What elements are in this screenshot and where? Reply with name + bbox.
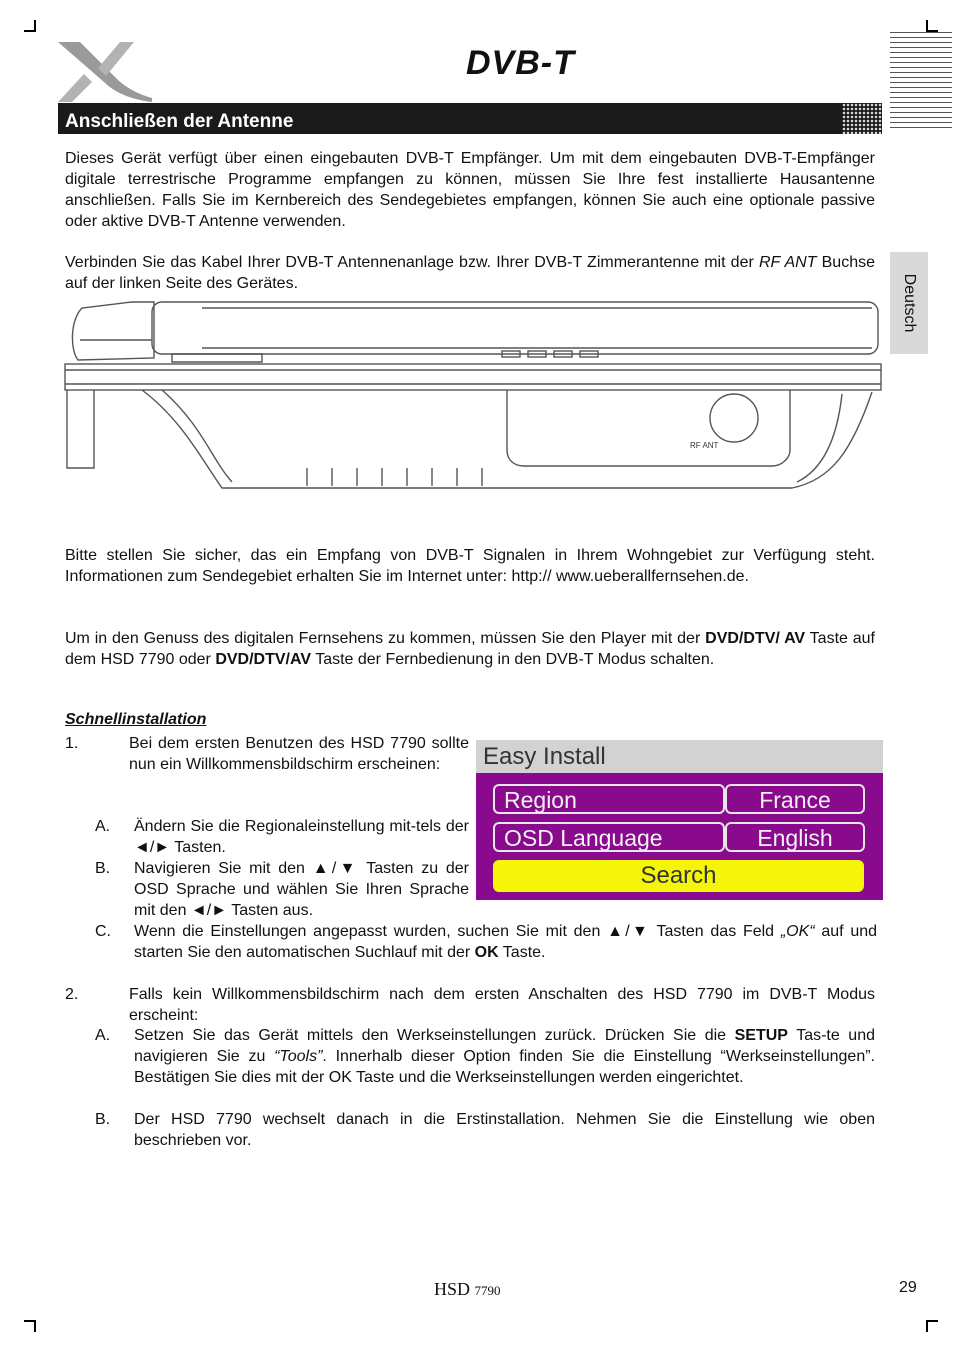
step-1c-letter: C. — [95, 923, 111, 940]
section-title: Anschließen der Antenne — [65, 111, 294, 132]
osd-language-label[interactable]: OSD Language — [493, 822, 725, 852]
step-1a-text: Ändern Sie die Regionaleinstellung mit-tels der ◄/► Tasten. — [134, 818, 469, 856]
crop-mark-top-left — [24, 20, 36, 32]
easy-install-screen — [476, 740, 883, 900]
page-number: 29 — [899, 1279, 917, 1296]
osd-language-value[interactable]: English — [725, 822, 865, 852]
decorative-stripes — [890, 32, 952, 132]
step-2a-text: Setzen Sie das Gerät mittels den Werkseinstellungen zurück. Drücken Sie die SETUP Tas-te und navigieren Sie zu “Tools”. Innerhalb dieser Option finden Sie die Einstellung “Werkseinstellungen”. Bestätigen Sie dies mit der OK Taste und die Werkseinstellungen werden eingerichtet. — [134, 1027, 875, 1086]
step-1-number: 1. — [65, 735, 79, 752]
rf-ant-label: RF ANT — [690, 441, 719, 450]
step-1b-text: Navigieren Sie mit den ▲/▼ Tasten zu der OSD Sprache und wählen Sie Ihren Sprache mit den ◄/► Tasten aus. — [134, 860, 469, 919]
crop-mark-bottom-left — [24, 1320, 36, 1332]
page-title: DVB-T — [466, 44, 575, 82]
quick-install-heading: Schnellinstallation — [65, 711, 207, 728]
side-tab-label: Deutsch — [901, 273, 918, 333]
region-value[interactable]: France — [725, 784, 865, 814]
region-label[interactable]: Region — [493, 784, 725, 814]
step-1-text: Bei dem ersten Benutzen des HSD 7790 sollte nun ein Willkommensbildschirm erscheinen: — [129, 735, 469, 773]
connect-paragraph: Verbinden Sie das Kabel Ihrer DVB-T Antennenanlage bzw. Ihrer DVB-T Zimmerantenne mit der RF ANT Buchse auf der linken Seite des Gerätes. — [65, 254, 876, 292]
step-1b-letter: B. — [95, 860, 111, 877]
device-side-view-illustration — [62, 300, 884, 500]
step-2b-text: Der HSD 7790 wechselt danach in die Erstinstallation. Nehmen Sie die Einstellung wie oben beschrieben vor. — [134, 1111, 875, 1149]
footer-model-name: HSD 7790 — [434, 1279, 501, 1299]
step-2b-letter: B. — [95, 1111, 111, 1128]
crop-mark-bottom-right — [926, 1320, 938, 1332]
easy-install-header — [476, 740, 883, 773]
step-1c-text: Wenn die Einstellungen angepasst wurden, suchen Sie mit den ▲/▼ Tasten das Feld „OK“ auf und starten Sie den automatischen Suchlauf mit der OK Taste. — [134, 923, 878, 961]
step-2-text: Falls kein Willkommensbildschirm nach dem ersten Anschalten des HSD 7790 im DVB-T Modus erscheint: — [129, 986, 875, 1024]
easy-install-title: Easy Install — [483, 743, 606, 770]
section-bar-dots — [842, 103, 882, 134]
step-2-number: 2. — [65, 986, 79, 1003]
reception-paragraph: Bitte stellen Sie sicher, das ein Empfang von DVB-T Signalen in Ihrem Wohngebiet zur Verfügung steht. Informationen zum Sendegebiet erhalten Sie im Internet unter: http:// www.ueberallfernsehen.de. — [65, 547, 875, 585]
crop-mark-top-right — [926, 20, 938, 32]
language-side-tab — [890, 252, 928, 354]
step-2a-letter: A. — [95, 1027, 111, 1044]
intro-paragraph: Dieses Gerät verfügt über einen eingebauten DVB-T Empfänger. Um mit dem eingebauten DVB-T-Empfänger digitale terrestrische Programme empfangen zu können, müssen Sie Ihre fest installierte Hausantenne anschließen. Falls Sie im Kernbereich des Sendegebietes empfangen, können Sie auch eine optionale passive oder aktive DVB-T Antenne verwenden. — [65, 150, 875, 230]
section-header-bar — [58, 103, 882, 134]
step-1a-letter: A. — [95, 818, 111, 835]
mode-switch-paragraph: Um in den Genuss des digitalen Fernsehens zu kommen, müssen Sie den Player mit der DVD/DTV/ AV Taste auf dem HSD 7790 oder DVD/DTV/AV Taste der Fernbedienung in den DVB-T Modus schalten. — [65, 630, 876, 668]
search-button[interactable]: Search — [493, 860, 864, 892]
brand-logo-icon — [54, 38, 154, 104]
